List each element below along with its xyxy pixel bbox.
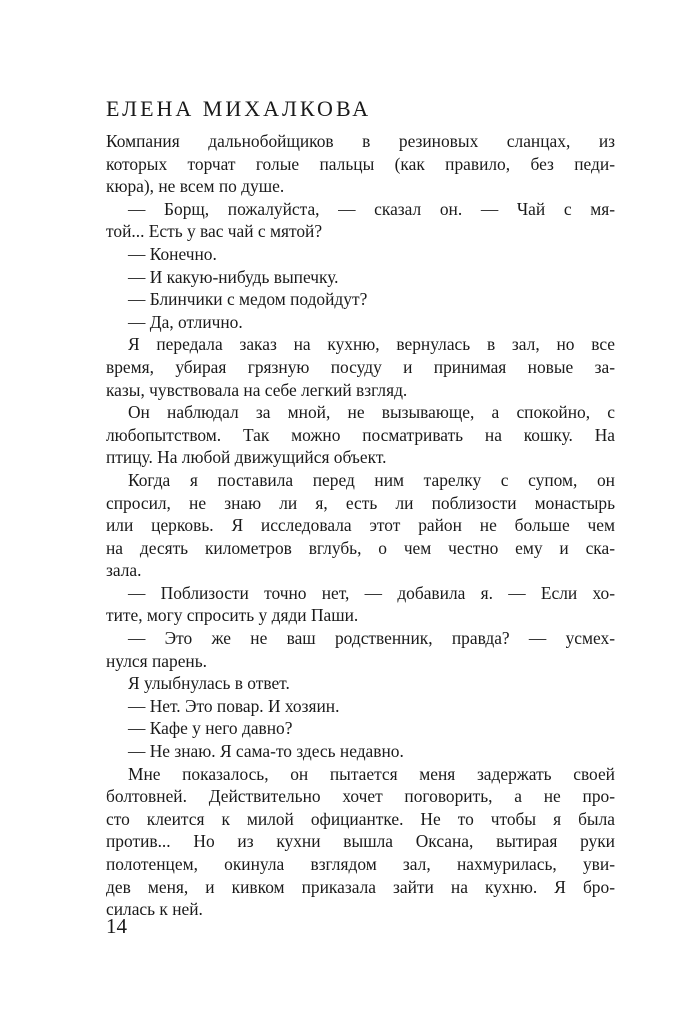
- text-line: на десять километров вглубь, о чем честно ему и ска-: [106, 537, 615, 558]
- text-line: кюра), не всем по душе.: [106, 176, 285, 197]
- text-line: силась к ней.: [106, 899, 203, 920]
- text-line: — Нет. Это повар. И хозяин.: [128, 695, 340, 716]
- text-line: — Это же не ваш родственник, правда? — усмех-: [128, 628, 615, 649]
- text-line: — Не знаю. Я сама-то здесь недавно.: [128, 741, 404, 762]
- text-line: болтовней. Действительно хочет поговорить, а не про-: [106, 786, 615, 807]
- text-line: Когда я поставила перед ним тарелку с супом, он: [128, 469, 615, 490]
- text-line: — И какую-нибудь выпечку.: [128, 266, 339, 287]
- text-line: нулся парень.: [106, 650, 208, 671]
- text-line: время, убирая грязную посуду и принимая новые за-: [106, 356, 615, 377]
- text-line: дев меня, и кивком приказала зайти на кухню. Я бро-: [106, 876, 615, 897]
- text-line: — Поблизости точно нет, — добавила я. — Если хо-: [128, 582, 615, 603]
- text-line: которых торчат голые пальцы (как правило, без педи-: [106, 153, 615, 174]
- text-line: той... Есть у вас чай с мятой?: [106, 221, 323, 242]
- text-line: Я передала заказ на кухню, вернулась в зал, но все: [128, 334, 615, 355]
- text-line: птицу. На любой движущийся объект.: [106, 447, 387, 468]
- text-line: полотенцем, окинула взглядом зал, нахмурилась, уви-: [106, 854, 615, 874]
- running-head-author: ЕЛЕНА МИХАЛКОВА: [106, 96, 372, 121]
- text-line: Компания дальнобойщиков в резиновых сланцах, из: [106, 131, 615, 151]
- text-line: — Конечно.: [128, 243, 217, 264]
- text-line: Мне показалось, он пытается меня задержать своей: [128, 763, 615, 784]
- text-line: — Да, отлично.: [128, 311, 243, 332]
- text-line: — Кафе у него давно?: [128, 718, 293, 739]
- text-line: сто клеится к милой официантке. Не то чтобы я была: [106, 808, 615, 829]
- text-line: любопытством. Так можно посматривать на кошку. На: [106, 424, 615, 445]
- text-line: — Блинчики с медом подойдут?: [128, 289, 368, 310]
- text-line: — Борщ, пожалуйста, — сказал он. — Чай с мя-: [128, 198, 615, 219]
- text-line: Я улыбнулась в ответ.: [128, 673, 290, 694]
- text-line: зала.: [106, 560, 142, 581]
- page-number: 14: [106, 914, 127, 938]
- text-line: тите, могу спросить у дяди Паши.: [106, 605, 359, 626]
- text-line: Он наблюдал за мной, не вызывающе, а спокойно, с: [128, 402, 615, 423]
- body-text: [106, 130, 615, 921]
- text-line: или церковь. Я исследовала этот район не больше чем: [106, 515, 615, 536]
- text-line: против... Но из кухни вышла Оксана, вытирая руки: [106, 831, 615, 852]
- text-line: спросил, не знаю ли я, есть ли поблизости монастырь: [106, 492, 615, 513]
- text-line: казы, чувствовала на себе легкий взгляд.: [106, 379, 408, 400]
